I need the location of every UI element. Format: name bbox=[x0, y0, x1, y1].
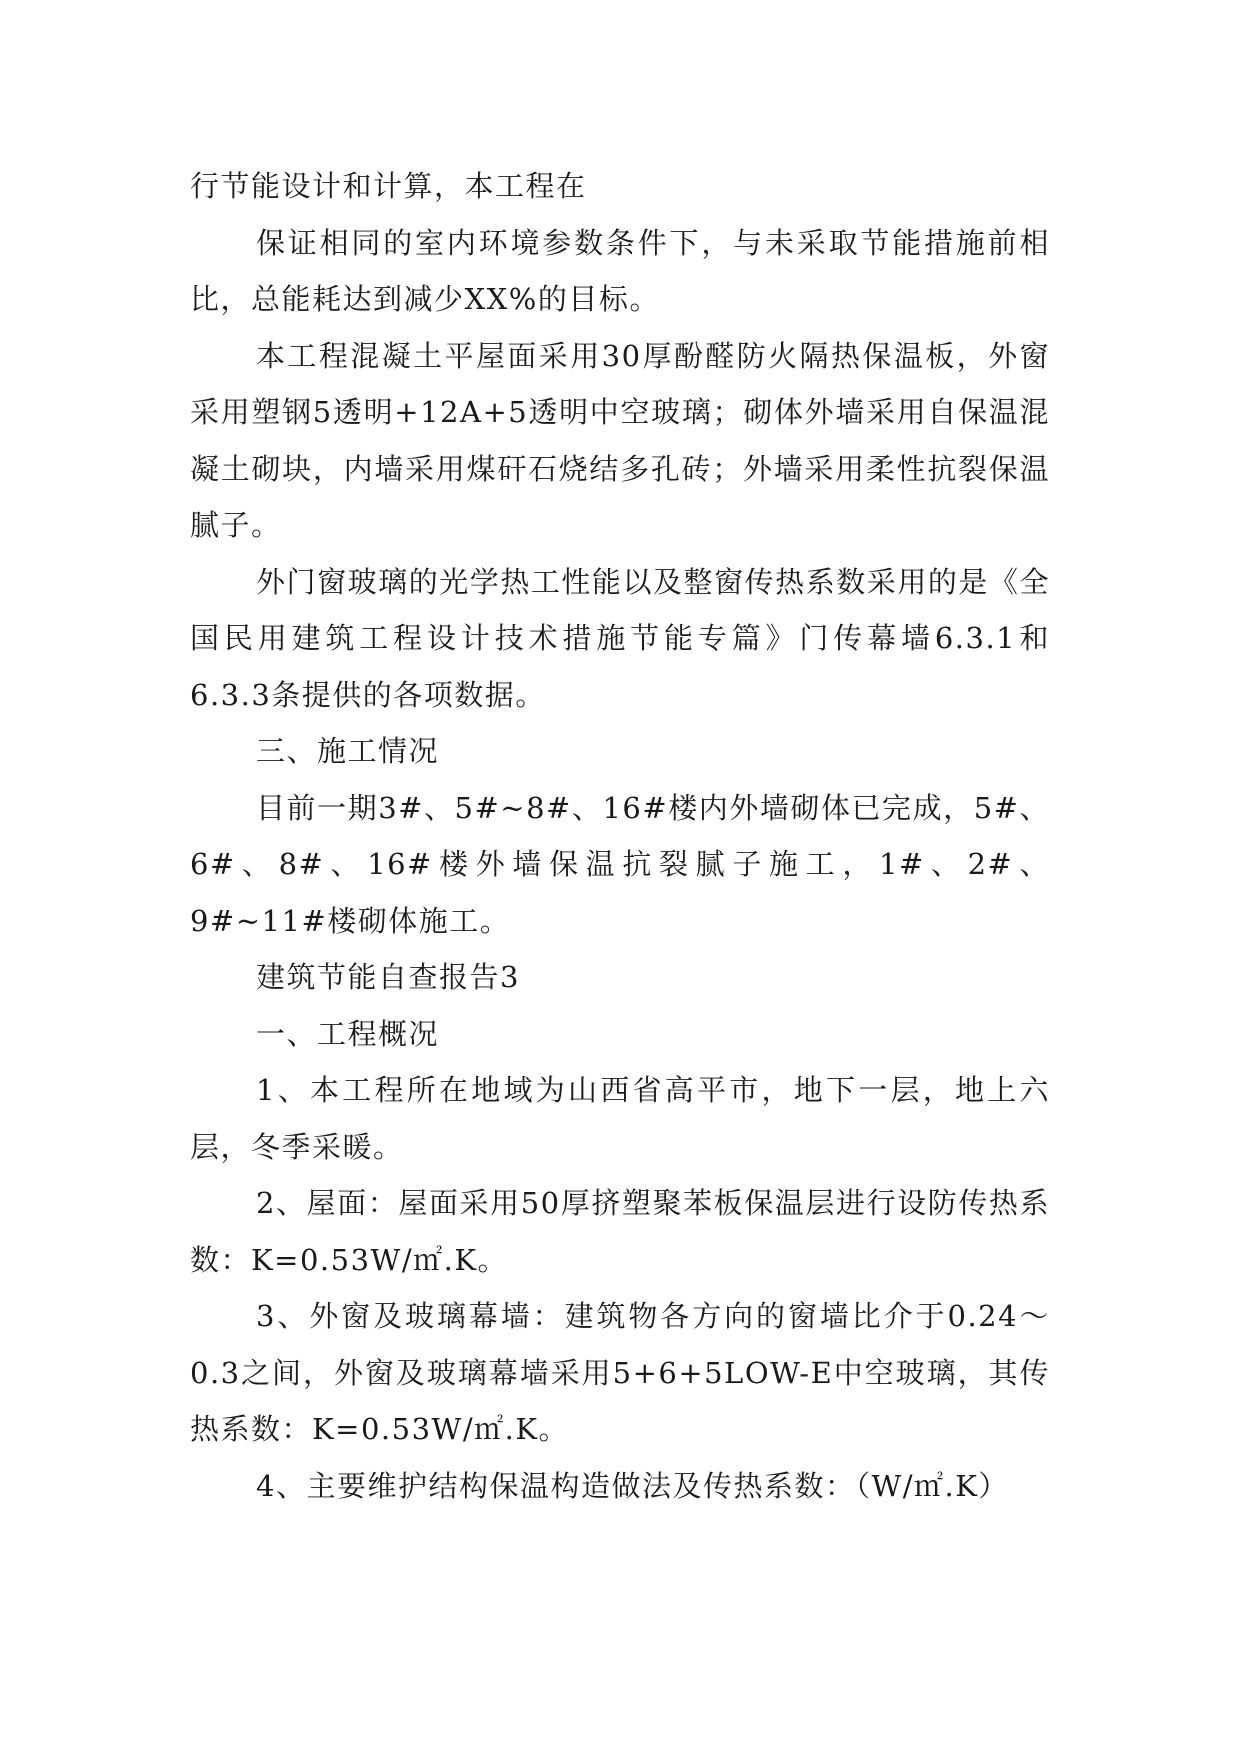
paragraph-4: 外门窗玻璃的光学热工性能以及整窗传热系数采用的是《全国民用建筑工程设计技术措施节能专篇》门传幕墙6.3.1和6.3.3条提供的各项数据。 bbox=[190, 564, 1050, 712]
paragraph-9: 1、本工程所在地域为山西省高平市，地下一层，地上六层，冬季采暖。 bbox=[190, 1073, 1050, 1164]
section-heading-overview: 一、工程概况 bbox=[256, 1016, 440, 1051]
report-title: 建筑节能自查报告3 bbox=[256, 960, 520, 994]
section-heading-construction: 三、施工情况 bbox=[256, 734, 440, 768]
document-body bbox=[190, 158, 1050, 1514]
paragraph-11: 3、外窗及玻璃幕墙：建筑物各方向的窗墙比介于0.24～0.3之间，外窗及玻璃幕墙采用5+6+5LOW-E中空玻璃，其传热系数：K=0.53W/㎡.K。 bbox=[190, 1299, 1050, 1446]
paragraph-6: 目前一期3#、5#~8#、16#楼内外墙砌体已完成，5#、6#、8#、16#楼外墙保温抗裂腻子施工，1#、2#、9#~11#楼砌体施工。 bbox=[190, 790, 1050, 938]
paragraph-12: 4、主要维护结构保温构造做法及传热系数：（W/㎡.K） bbox=[256, 1468, 1009, 1503]
paragraph-1: 行节能设计和计算，本工程在 bbox=[190, 169, 587, 203]
paragraph-2: 保证相同的室内环境参数条件下，与未采取节能措施前相比，总能耗达到减少XX%的目标。 bbox=[190, 225, 1050, 316]
paragraph-3: 本工程混凝土平屋面采用30厚酚醛防火隔热保温板，外窗采用塑钢5透明+12A+5透明中空玻璃；砌体外墙采用自保温混凝土砌块，内墙采用煤矸石烧结多孔砖；外墙采用柔性抗裂保温腻子。 bbox=[190, 338, 1050, 542]
paragraph-10: 2、屋面：屋面采用50厚挤塑聚苯板保温层进行设防传热系数：K=0.53W/㎡.K。 bbox=[190, 1186, 1050, 1277]
